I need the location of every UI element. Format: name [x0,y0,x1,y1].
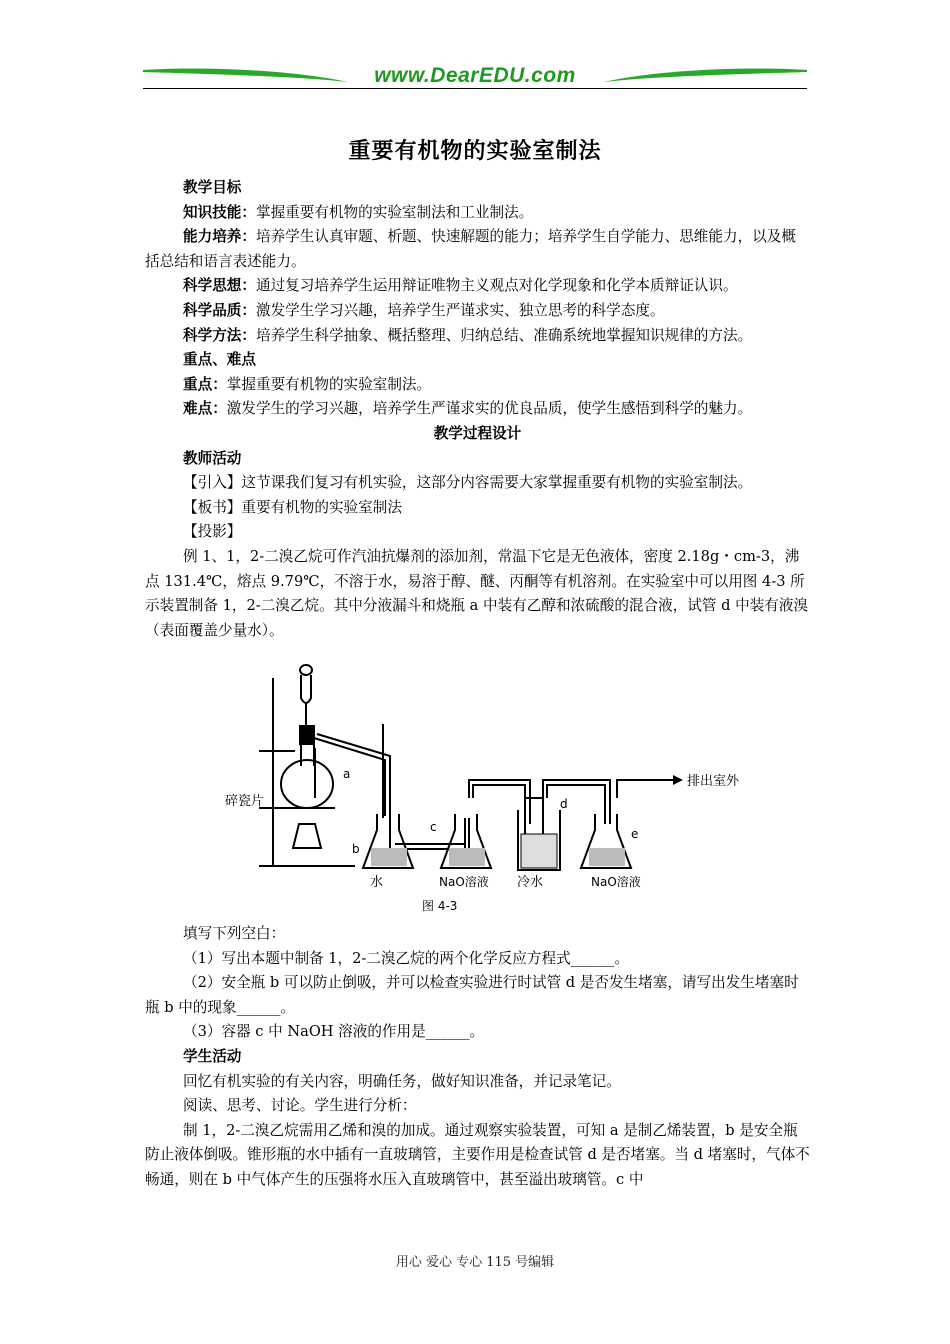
text-method: 培养学生科学抽象、概括整理、归纳总结、准确系统地掌握知识规律的方法。 [255,326,753,344]
question-1: （1）写出本题中制备 1，2-二溴乙烷的两个化学反应方程式______。 [183,949,630,967]
label-d: d [560,797,568,811]
paragraph-fill-blanks: 填写下列空白： [183,925,286,942]
label-difficulty: 难点： [183,400,227,418]
label-c: c [430,820,437,834]
header-rule [143,88,807,89]
label-naoh-e: NaO溶液 [591,875,641,889]
text-knowledge: 掌握重要有机物的实验室制法和工业制法。 [255,203,534,221]
text-thought: 通过复习培养学生运用辩证唯物主义观点对化学现象和化学本质辩证认识。 [255,277,738,295]
paragraph-example: 例 1、1，2-二溴乙烷可作汽油抗爆剂的添加剂，常温下它是无色液体，密度 2.18g・cm-3，沸点 131.4℃，熔点 9.79℃，不溶于水，易溶于醇、醚、丙酮等有机溶剂。在实验室中可以用图 4-3 所示装置制备 1，2-二溴乙烷。其中分液漏斗和烧瓶 a 中装有乙醇和浓硫酸的混合液，试管 d 中装有液溴（表面覆盖少量水）。 [145,547,809,639]
site-logo-text: www.DearEDU.com [374,64,576,87]
figure-caption: 图 4-3 [422,899,458,913]
label-water: 水 [370,875,384,890]
label-method: 科学方法： [183,326,256,344]
text-difficulty: 激发学生的学习兴趣，培养学生严谨求实的优良品质，使学生感悟到科学的魅力。 [226,400,753,418]
design-heading: 教学过程设计 [433,424,522,442]
paragraph-intro: 【引入】这节课我们复习有机实验，这部分内容需要大家掌握重要有机物的实验室制法。 [183,474,753,492]
apparatus-figure [225,648,745,916]
paragraph-ability [145,225,810,274]
label-exhaust: 排出室外 [687,774,740,789]
label-thought: 科学思想： [183,277,256,295]
question-3: （3）容器 c 中 NaOH 溶液的作用是______。 [183,1023,485,1041]
questions-body [145,922,810,1193]
paragraph-quality [145,299,810,324]
page-title: 重要有机物的实验室制法 [348,138,602,164]
key-heading: 重点、难点 [183,351,256,369]
paragraph-student-1: 回忆有机实验的有关内容，明确任务，做好知识准备，并记录笔记。 [183,1072,621,1090]
page-footer: 用心 爱心 专心 115 号编辑 [395,1255,555,1270]
student-heading: 学生活动 [183,1047,242,1065]
paragraph-thought [145,274,810,299]
label-a: a [343,767,351,781]
label-knowledge: 知识技能： [183,203,256,221]
paragraph-knowledge [145,201,810,226]
question-2: （2）安全瓶 b 可以防止倒吸，并可以检查实验进行时试管 d 是否发生堵塞，请写出发生堵塞时瓶 b 中的现象______。 [145,974,799,1016]
text-quality: 激发学生学习兴趣，培养学生严谨求实、独立思考的科学态度。 [255,301,665,319]
label-ability: 能力培养： [183,228,256,246]
document-body [145,176,810,643]
label-key: 重点： [183,375,227,393]
label-shard: 碎瓷片 [225,794,265,809]
paragraph-difficulty [145,397,810,422]
paragraph-projection: 【投影】 [183,523,242,541]
teacher-heading: 教师活动 [183,449,242,467]
label-naoh-c: NaO溶液 [439,875,489,889]
page-header [143,62,807,92]
paragraph-method [145,324,810,349]
text-ability: 培养学生认真审题、析题、快速解题的能力；培养学生自学能力、思维能力，以及概括总结和语言表述能力。 [145,228,796,270]
text-key: 掌握重要有机物的实验室制法。 [226,375,432,393]
label-cold-water: 冷水 [517,875,544,890]
paragraph-student-3: 制 1，2-二溴乙烷需用乙烯和溴的加成。通过观察实验装置，可知 a 是制乙烯装置，b 是安全瓶防止液体倒吸。锥形瓶的水中插有一直玻璃管，主要作用是检查试管 d 是否堵塞。当 d 堵塞时，气体不畅通，则在 b 中气体产生的压强将水压入直玻璃管中，甚至溢出玻璃管。c 中 [145,1121,810,1188]
goal-heading: 教学目标 [183,179,242,196]
paragraph-key [145,373,810,398]
label-e: e [631,827,639,841]
paragraph-student-2: 阅读、思考、讨论。学生进行分析： [183,1097,417,1115]
label-quality: 科学品质： [183,301,256,319]
apparatus-diagram [225,648,745,916]
paragraph-board: 【板书】重要有机物的实验室制法 [183,498,402,516]
label-b: b [352,842,360,856]
